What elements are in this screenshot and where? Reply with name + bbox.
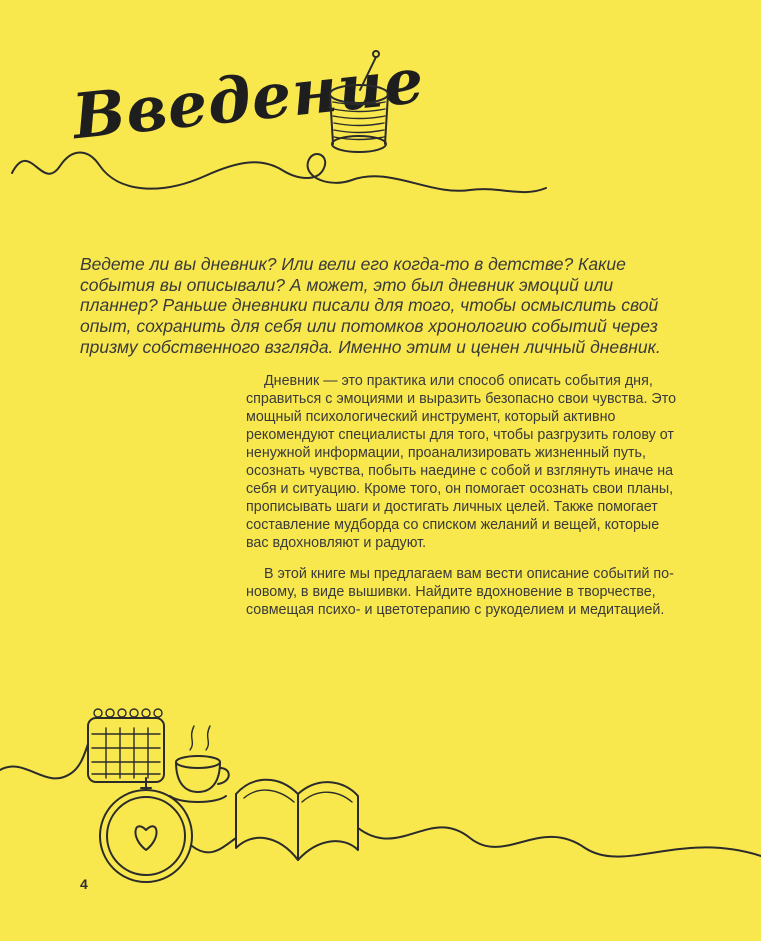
thread-spool-icon	[302, 46, 420, 164]
body-paragraph-1: Дневник — это практика или способ описать события дня, справиться с эмоциями и выразить безопасно свои чувства. Это мощный психологический инструмент, который активно рекомендуют специалисты для того, чтобы разгрузить голову от ненужной информации, проанализировать жизненный путь, осознать чувства, побыть наедине с собой и взглянуть иначе на себя и ситуацию. Кроме того, он помогает осознать свои планы, прописывать шаги и достигать личных целей. Также помогает составление мудборда со списком желаний и вещей, которые вас вдохновляют и радуют.	[246, 373, 677, 551]
open-book-icon	[236, 780, 358, 860]
body-text-column	[246, 372, 684, 632]
bottom-doodle-illustration	[0, 698, 761, 898]
embroidery-hoop-heart-icon	[100, 778, 192, 882]
body-paragraph-2: В этой книге мы предлагаем вам вести описание событий по-новому, в виде вышивки. Найдите вдохновение в творчестве, совмещая психо- и цветотерапию с рукоделием и медитацией.	[246, 566, 674, 618]
wavy-line-right	[358, 827, 761, 856]
chapter-title: Введение	[69, 43, 428, 154]
wavy-line-middle	[192, 838, 236, 852]
coffee-cup-icon	[170, 726, 229, 802]
title-flourish-line	[0, 118, 560, 218]
page-number: 4	[80, 876, 88, 892]
intro-paragraph: Ведете ли вы дневник? Или вели его когда-то в детстве? Какие события вы описывали? А может, это был дневник эмоций или планнер? Раньше дневники писали для того, чтобы осмыслить свой опыт, сохранить для себя или потомков хронологию событий через призму собственного взгляда. Именно этим и ценен личный дневник.	[80, 254, 661, 357]
calendar-icon	[88, 709, 164, 782]
wavy-line-left	[0, 744, 88, 778]
